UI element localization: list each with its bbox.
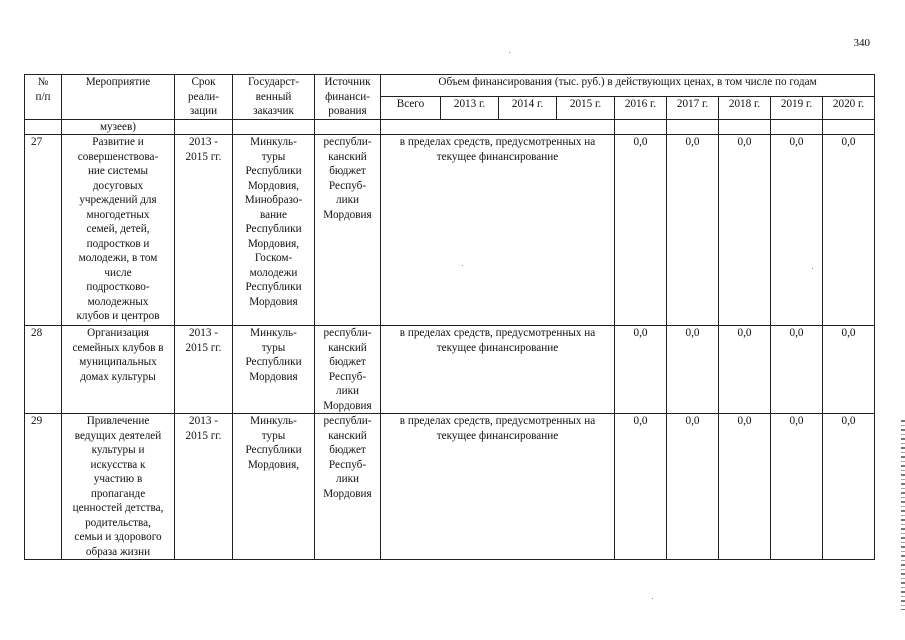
row-number: 29 <box>25 414 62 560</box>
header-row <box>25 75 875 97</box>
table-row <box>25 326 875 414</box>
program-measures-table <box>24 74 875 560</box>
source-cell: республи- канский бюджет Респуб- лики Мордовия <box>315 135 381 326</box>
header-year-2013: 2013 г. <box>441 97 499 119</box>
continued-empty-cell <box>771 119 823 135</box>
continued-row <box>25 119 875 135</box>
header-year-2020: 2020 г. <box>823 97 875 119</box>
customer-cell: Минкуль- туры Республики Мордовия <box>233 326 315 414</box>
header-year-total: Всего <box>381 97 441 119</box>
header-year-2016: 2016 г. <box>615 97 667 119</box>
funding-cell: в пределах средств, предусмотренных на текущее финансирование <box>381 135 615 326</box>
header-source: Источник финанси- рования <box>315 75 381 120</box>
value-2018: 0,0 <box>719 326 771 414</box>
header-term: Срок реали- зации <box>175 75 233 120</box>
continued-empty-cell <box>667 119 719 135</box>
table-row <box>25 135 875 326</box>
continued-empty-cell <box>175 119 233 135</box>
continued-empty-cell <box>719 119 771 135</box>
scan-speck <box>812 268 813 269</box>
scan-edge-marks <box>901 420 905 610</box>
customer-cell: Минкуль- туры Республики Мордовия, <box>233 414 315 560</box>
value-2020: 0,0 <box>823 414 875 560</box>
value-2017: 0,0 <box>667 414 719 560</box>
term-cell: 2013 - 2015 гг. <box>175 326 233 414</box>
header-num: № п/п <box>25 75 62 120</box>
value-2017: 0,0 <box>667 135 719 326</box>
measure-cell: Развитие и совершенствова- ние системы досуговых учреждений для многодетных семей, детей, подростков и молодежи, в том числе подростково- молодежных клубов и центров <box>62 135 175 326</box>
value-2017: 0,0 <box>667 326 719 414</box>
scan-speck <box>652 598 653 599</box>
value-2018: 0,0 <box>719 135 771 326</box>
continued-empty-cell <box>315 119 381 135</box>
source-cell: республи- канский бюджет Респуб- лики Мордовия <box>315 326 381 414</box>
header-year-2014: 2014 г. <box>499 97 557 119</box>
value-2016: 0,0 <box>615 135 667 326</box>
funding-cell: в пределах средств, предусмотренных на текущее финансирование <box>381 326 615 414</box>
value-2018: 0,0 <box>719 414 771 560</box>
value-2019: 0,0 <box>771 326 823 414</box>
continued-empty-cell <box>233 119 315 135</box>
continued-empty-cell <box>823 119 875 135</box>
measure-cell: Организация семейных клубов в муниципальных домах культуры <box>62 326 175 414</box>
term-cell: 2013 - 2015 гг. <box>175 414 233 560</box>
value-2016: 0,0 <box>615 414 667 560</box>
header-volume: Объем финансирования (тыс. руб.) в действующих ценах, в том числе по годам <box>381 75 875 97</box>
header-year-2015: 2015 г. <box>557 97 615 119</box>
continued-empty-cell <box>381 119 615 135</box>
continued-empty-cell <box>615 119 667 135</box>
value-2016: 0,0 <box>615 326 667 414</box>
funding-cell: в пределах средств, предусмотренных на текущее финансирование <box>381 414 615 560</box>
scan-speck <box>462 265 463 266</box>
term-cell: 2013 - 2015 гг. <box>175 135 233 326</box>
value-2020: 0,0 <box>823 326 875 414</box>
continued-num-cell <box>25 119 62 135</box>
row-number: 28 <box>25 326 62 414</box>
header-year-2018: 2018 г. <box>719 97 771 119</box>
measure-cell: Привлечение ведущих деятелей культуры и искусства к участию в пропаганде ценностей детства, родительства, семьи и здорового образа жизни <box>62 414 175 560</box>
header-year-2017: 2017 г. <box>667 97 719 119</box>
value-2020: 0,0 <box>823 135 875 326</box>
page-number: 340 <box>853 37 870 49</box>
header-customer: Государст- венный заказчик <box>233 75 315 120</box>
value-2019: 0,0 <box>771 135 823 326</box>
header-measure: Мероприятие <box>62 75 175 120</box>
source-cell: республи- канский бюджет Респуб- лики Мордовия <box>315 414 381 560</box>
continued-text: музеев) <box>62 119 175 135</box>
row-number: 27 <box>25 135 62 326</box>
value-2019: 0,0 <box>771 414 823 560</box>
customer-cell: Минкуль- туры Республики Мордовия, Минобразо- вание Республики Мордовия, Госком- молодежи Республики Мордовия <box>233 135 315 326</box>
table-row <box>25 414 875 560</box>
header-year-2019: 2019 г. <box>771 97 823 119</box>
scan-speck <box>509 52 510 53</box>
